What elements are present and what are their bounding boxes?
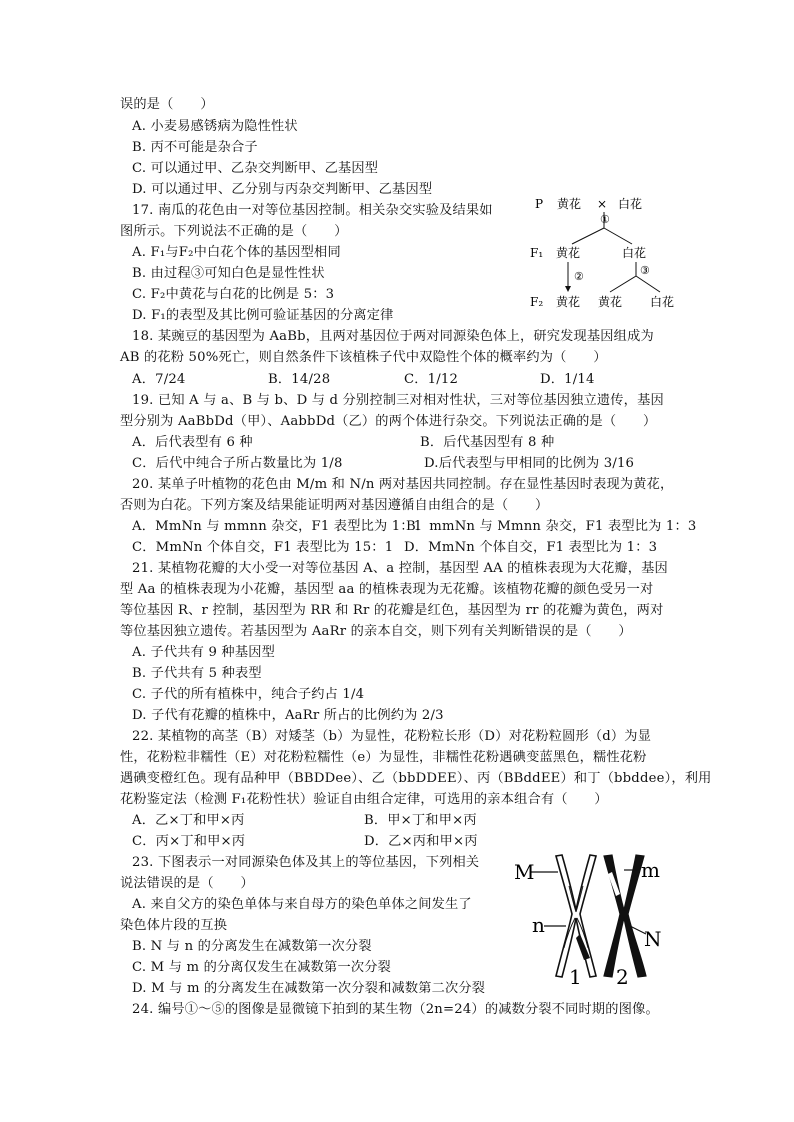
q23-option-a-line2: 染色体片段的互换 xyxy=(120,918,228,933)
homologous-chromosome-diagram xyxy=(512,848,662,988)
q20-option-a: A．MmNn 与 mmnn 杂交，F1 表型比为 1：1 xyxy=(132,519,423,534)
q16-stem-tail: 误的是（ ） xyxy=(120,97,214,112)
q18-stem-line1: 18. 某豌豆的基因型为 AaBb，且两对基因位于两对同源染色体上，研究发现基因组成为 xyxy=(132,329,654,344)
q17-option-a: A. F₁与F₂中白花个体的基因型相同 xyxy=(132,245,341,260)
branch-left-line xyxy=(572,228,604,244)
q20-stem-line1: 20. 某单子叶植物的花色由 M/m 和 N/n 两对基因共同控制。存在显性基因时表现为黄花， xyxy=(132,477,674,492)
f1-yellow-label: 黄花 xyxy=(556,246,581,260)
gene-n-label: n xyxy=(532,913,545,937)
chromosome-number-2: 2 xyxy=(616,965,629,988)
chromosome-1 xyxy=(556,855,596,977)
f2-yellow-label-2: 黄花 xyxy=(598,295,623,309)
q23-stem-line1: 23. 下图表示一对同源染色体及其上的等位基因，下列相关 xyxy=(132,855,480,870)
q22-option-c: C．丙×丁和甲×丙 xyxy=(132,834,246,849)
pumpkin-cross-diagram xyxy=(522,186,682,314)
q19-option-b: B．后代基因型有 8 种 xyxy=(420,435,555,450)
q16-option-b: B. 丙不可能是杂合子 xyxy=(132,140,258,155)
q24-stem-line1: 24. 编号①～⑤的图像是显微镜下拍到的某生物（2n=24）的减数分裂不同时期的图像。 xyxy=(132,1002,659,1017)
q18-option-c: C．1/12 xyxy=(404,372,459,387)
q23-stem-line2: 说法错误的是（ ） xyxy=(120,876,254,891)
q18-option-a: A．7/24 xyxy=(132,372,186,387)
q19-stem-line2: 型分别为 AaBbDd（甲）、AabbDd（乙）的两个体进行杂交。下列说法正确的是（ ） xyxy=(120,414,657,429)
generation-f2-label: F₂ xyxy=(530,295,544,309)
generation-p-label: P xyxy=(535,197,544,211)
branch-f2-left-line xyxy=(610,276,636,292)
q17-stem-line2: 图所示。下列说法不正确的是（ ） xyxy=(120,224,348,239)
q18-option-b: B．14/28 xyxy=(268,372,331,387)
gene-N-label: N xyxy=(644,927,662,951)
q22-stem-line4: 花粉鉴定法（检测 F₁花粉性状）验证自由组合定律，可选用的亲本组合有（ ） xyxy=(120,792,608,807)
q19-option-a: A．后代表型有 6 种 xyxy=(132,435,253,450)
q23-option-c: C. M 与 m 的分离仅发生在减数第一次分裂 xyxy=(132,960,391,975)
q19-option-c: C．后代中纯合子所占数量比为 1/8 xyxy=(132,456,343,471)
gene-M-label: M xyxy=(514,860,535,884)
step-3-label: ③ xyxy=(640,264,650,277)
branch-right-line xyxy=(604,228,632,244)
q22-option-d: D．乙×丙和甲×丙 xyxy=(364,834,478,849)
q20-option-b: B．mmNn 与 Mmnn 杂交，F1 表型比为 1：3 xyxy=(406,519,697,534)
q19-option-d: D.后代表型与甲相同的比例为 3/16 xyxy=(424,456,635,471)
q21-stem-line3: 等位基因 R、r 控制，基因型为 RR 和 Rr 的花瓣是红色，基因型为 rr 的花瓣为黄色，两对 xyxy=(120,603,664,618)
q17-option-c: C. F₂中黄花与白花的比例是 5：3 xyxy=(132,287,335,302)
q17-option-d: D. F₁的表型及其比例可验证基因的分离定律 xyxy=(132,308,394,323)
q22-option-a: A．乙×丁和甲×丙 xyxy=(132,813,245,828)
q21-stem-line2: 型 Aa 的植株表现为小花瓣，基因型 aa 的植株表现为无花瓣。该植物花瓣的颜色受另一对 xyxy=(120,582,654,597)
q23-option-a-line1: A. 来自父方的染色单体与来自母方的染色单体之间发生了 xyxy=(132,897,472,912)
parent-yellow-label: 黄花 xyxy=(557,197,582,211)
q16-option-c: C. 可以通过甲、乙杂交判断甲、乙基因型 xyxy=(132,161,379,176)
q17-stem-line1: 17. 南瓜的花色由一对等位基因控制。相关杂交实验及结果如 xyxy=(132,203,493,218)
q21-option-c: C. 子代的所有植株中，纯合子约占 1/4 xyxy=(132,687,365,702)
generation-f1-label: F₁ xyxy=(530,246,544,260)
step-2-label: ② xyxy=(574,270,584,283)
q23-option-d: D. M 与 m 的分离发生在减数第一次分裂和减数第二次分裂 xyxy=(132,981,486,996)
q20-option-c: C．MmNn 个体自交，F1 表型比为 15：1 xyxy=(132,540,394,555)
q21-stem-line4: 等位基因独立遗传。若基因型为 AaRr 的亲本自交，则下列有关判断错误的是（ ） xyxy=(120,624,632,639)
f2-yellow-label-1: 黄花 xyxy=(556,295,581,309)
f1-white-label: 白花 xyxy=(622,246,647,260)
branch-f2-right-line xyxy=(636,276,660,292)
q23-option-b: B. N 与 n 的分离发生在减数第一次分裂 xyxy=(132,939,372,954)
f2-white-label: 白花 xyxy=(650,295,675,309)
q17-option-b: B. 由过程③可知白色是显性性状 xyxy=(132,266,325,281)
q21-option-a: A. 子代共有 9 种基因型 xyxy=(132,645,275,660)
q22-stem-line2: 性，花粉粒非糯性（E）对花粉粒糯性（e）为显性，非糯性花粉遇碘变蓝黑色，糯性花粉 xyxy=(120,750,647,765)
q22-stem-line3: 遇碘变橙红色。现有品种甲（BBDDee）、乙（bbDDEE）、丙（BBddEE）和丁（bbddee），利用 xyxy=(120,771,712,786)
q22-stem-line1: 22. 某植物的高茎（B）对矮茎（b）为显性，花粉粒长形（D）对花粉粒圆形（d）为显 xyxy=(132,729,652,744)
arrow-head-icon xyxy=(565,286,571,292)
chromosome-2 xyxy=(604,855,646,977)
q21-option-d: D. 子代有花瓣的植株中，AaRr 所占的比例约为 2/3 xyxy=(132,708,444,723)
q16-option-d: D. 可以通过甲、乙分别与丙杂交判断甲、乙基因型 xyxy=(132,182,433,197)
q16-option-a: A. 小麦易感锈病为隐性性状 xyxy=(132,119,298,134)
q18-option-d: D．1/14 xyxy=(540,372,595,387)
q21-option-b: B. 子代共有 5 种表型 xyxy=(132,666,262,681)
chromosome-number-1: 1 xyxy=(569,965,582,988)
q19-stem-line1: 19. 已知 A 与 a、B 与 b、D 与 d 分别控制三对相对性状，三对等位基因独立遗传，基因 xyxy=(132,393,664,408)
step-1-label: ① xyxy=(600,213,610,226)
q20-option-d: D．MmNn 个体自交，F1 表型比为 1：3 xyxy=(404,540,658,555)
q22-option-b: B．甲×丁和甲×丙 xyxy=(364,813,477,828)
q21-stem-line1: 21. 某植物花瓣的大小受一对等位基因 A、a 控制，基因型 AA 的植株表现为大花瓣，基因 xyxy=(132,561,668,576)
parent-white-label: 白花 xyxy=(618,197,643,211)
cross-symbol: × xyxy=(597,197,608,211)
gene-m-label: m xyxy=(641,858,660,882)
q18-stem-line2: AB 的花粉 50%死亡，则自然条件下该植株子代中双隐性个体的概率约为（ ） xyxy=(120,350,607,365)
q20-stem-line2: 否则为白花。下列方案及结果能证明两对基因遵循自由组合的是（ ） xyxy=(120,498,549,513)
